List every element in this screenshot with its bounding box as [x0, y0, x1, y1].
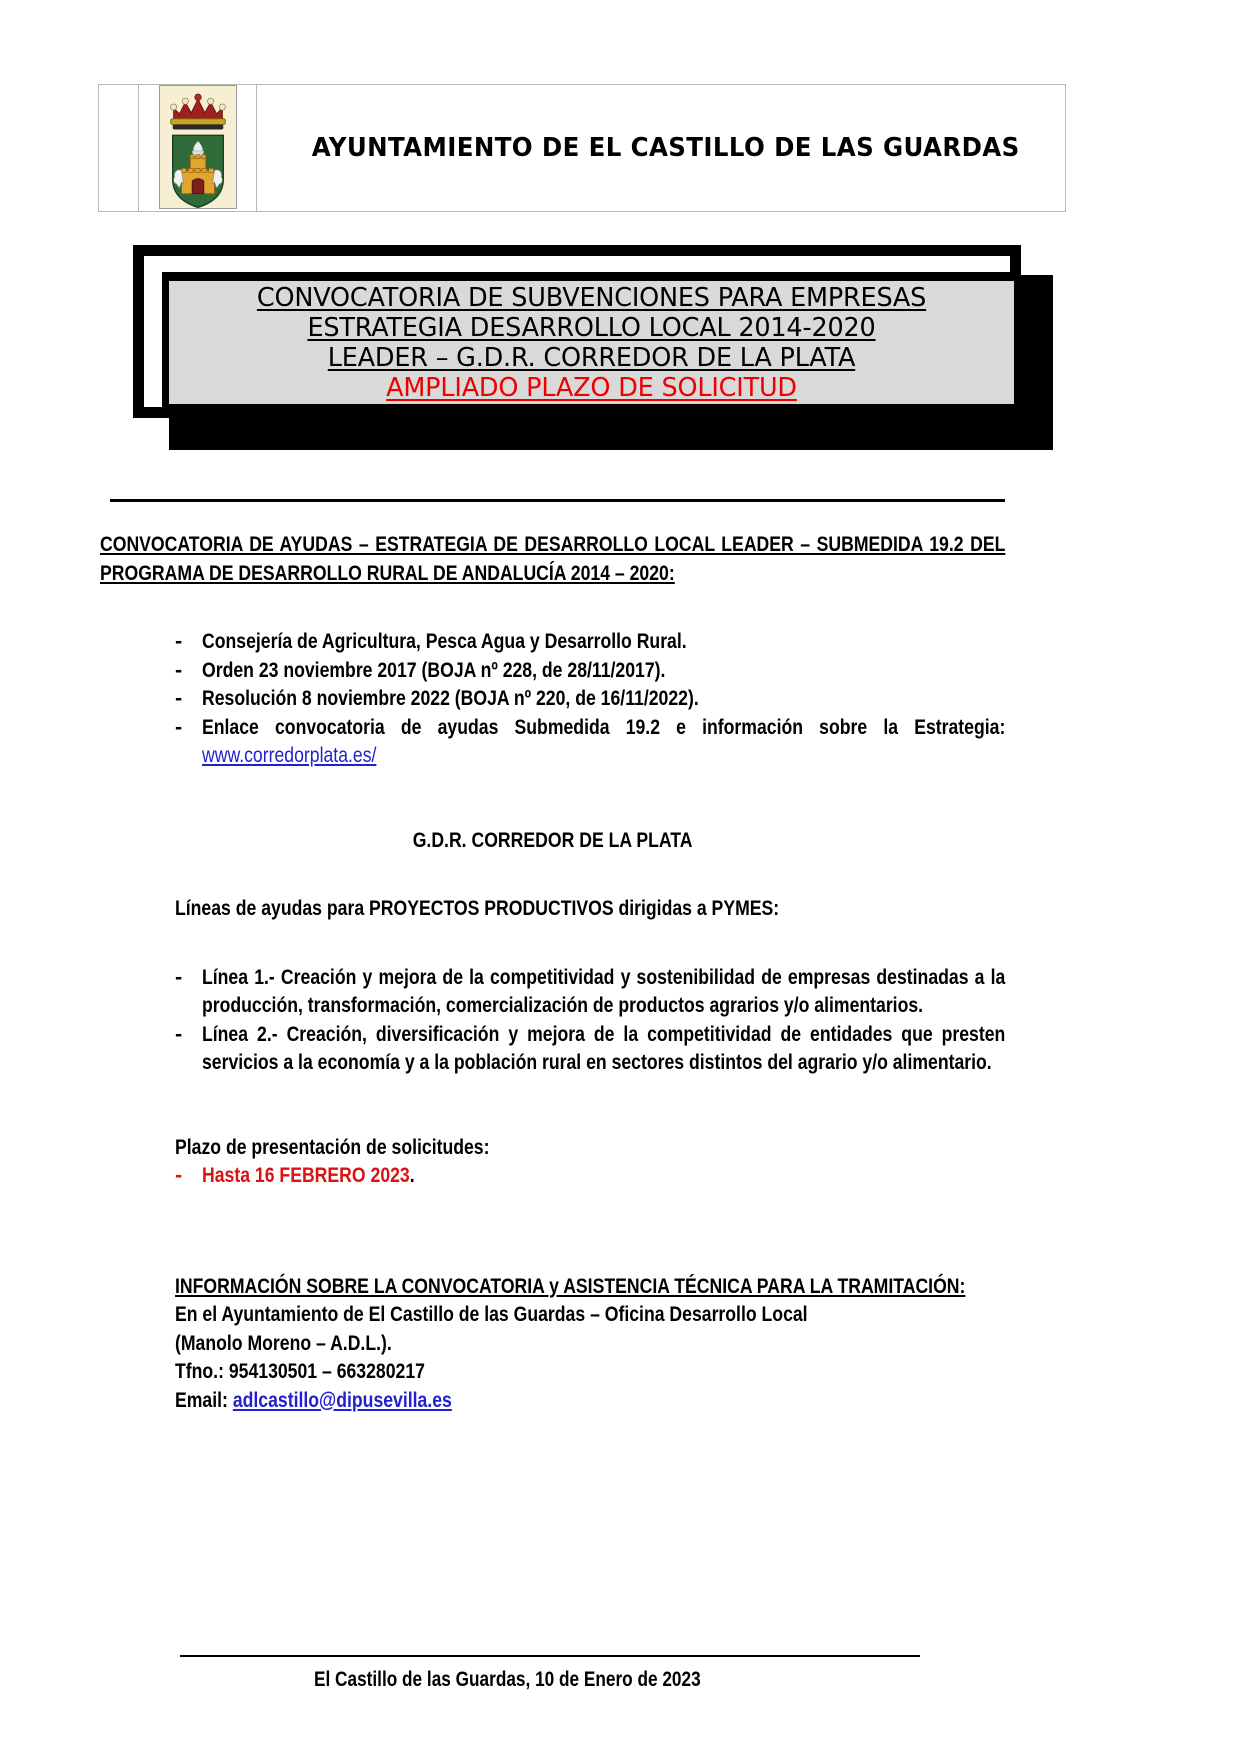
section1-heading — [100, 530, 1005, 587]
contact-email — [175, 1386, 1005, 1415]
plazo-period: . — [409, 1163, 415, 1187]
spacer — [100, 923, 1005, 963]
coat-of-arms-icon — [159, 85, 237, 209]
email-label: Email: — [175, 1387, 228, 1412]
spacer — [100, 1190, 1005, 1246]
plazo-title-text: Plazo de presentación de solicitudes: — [175, 1134, 490, 1159]
banner-line-1: CONVOCATORIA DE SUBVENCIONES PARA EMPRESAS — [256, 282, 927, 313]
horizontal-divider — [110, 499, 1005, 502]
banner-line-2: ESTRATEGIA DESARROLLO LOCAL 2014-2020 — [307, 312, 876, 343]
banner-line-4-highlight: AMPLIADO PLAZO DE SOLICITUD — [386, 372, 797, 403]
header-left-spacer-cell — [99, 85, 139, 211]
banner-outer-frame — [133, 245, 1021, 418]
contact-line-1-text: En el Ayuntamiento de El Castillo de las Guardas – Oficina Desarrollo Local — [175, 1302, 808, 1326]
section1-list — [100, 627, 1005, 770]
document-footer — [180, 1655, 920, 1692]
email-link[interactable]: adlcastillo@dipusevilla.es — [232, 1387, 452, 1412]
spacer — [100, 1246, 1005, 1272]
plazo-list — [100, 1161, 1005, 1190]
footer-text: El Castillo de las Guardas, 10 de Enero de 2023 — [314, 1668, 701, 1691]
plazo-deadline: Hasta 16 FEBRERO 2023 — [202, 1163, 410, 1187]
spacer — [100, 770, 1005, 826]
contact-phone-text: Tfno.: 954130501 – 663280217 — [175, 1359, 425, 1383]
banner-inner-frame — [162, 272, 1014, 413]
contact-phone — [175, 1357, 1005, 1386]
list-item-label: - Línea 2.- Creación, diversificación y mejora de la competitividad de entidades que presten servicios a la economía y a la población rural en sectores distintos del agrario y/o alimentario. — [202, 1021, 1006, 1074]
list-item-label: - Orden 23 noviembre 2017 (BOJA nº 228, de 28/11/2017). — [202, 657, 666, 682]
section1-heading-text: CONVOCATORIA DE AYUDAS – ESTRATEGIA DE DESARROLLO LOCAL LEADER – SUBMEDIDA 19.2 DEL PROGRAMA DE DESARROLLO RURAL DE ANDALUCÍA 2014 – 2020: — [100, 532, 1006, 585]
list-item — [100, 1020, 1005, 1077]
lineas-title — [100, 894, 1005, 923]
plazo-item — [202, 1161, 1005, 1190]
spacer — [100, 1077, 1005, 1133]
list-item-label: Enlace convocatoria de ayudas Submedida 19.2 e información sobre la Estrategia: — [202, 714, 1006, 739]
page-title: AYUNTAMIENTO DE EL CASTILLO DE LAS GUARDAS — [312, 133, 1020, 163]
list-item — [100, 963, 1005, 1020]
plazo-title — [100, 1133, 1005, 1162]
list-item — [100, 1161, 1005, 1190]
gdr-title-text: G.D.R. CORREDOR DE LA PLATA — [412, 827, 693, 852]
corredorplata-link[interactable]: www.corredorplata.es/ — [202, 743, 377, 767]
spacer — [100, 587, 1005, 627]
spacer — [100, 854, 1005, 894]
list-item — [100, 684, 1005, 713]
contact-block — [100, 1300, 1005, 1414]
banner-line-3: LEADER – G.D.R. CORREDOR DE LA PLATA — [327, 342, 856, 373]
list-item-label: - Línea 1.- Creación y mejora de la competitividad y sostenibilidad de empresas destinadas a la producción, transformación, comercialización de productos agrarios y/o alimentarios. — [202, 964, 1006, 1017]
header-title-cell — [257, 85, 1065, 211]
contact-line-1 — [175, 1300, 1005, 1329]
lineas-list — [100, 963, 1005, 1077]
list-item — [100, 627, 1005, 656]
announcement-banner — [133, 245, 1023, 420]
list-item-link-wrapper — [202, 713, 1005, 770]
section4-heading-text: INFORMACIÓN SOBRE LA CONVOCATORIA y ASISTENCIA TÉCNICA PARA LA TRAMITACIÓN: — [175, 1273, 966, 1298]
lineas-title-text: Líneas de ayudas para PROYECTOS PRODUCTIVOS dirigidas a PYMES: — [175, 896, 780, 920]
contact-line-2 — [175, 1329, 1005, 1358]
list-item-with-link — [100, 713, 1005, 770]
document-header — [98, 84, 1066, 212]
list-item-label: - Resolución 8 noviembre 2022 (BOJA nº 220, de 16/11/2022). — [202, 686, 699, 710]
list-item — [100, 656, 1005, 685]
contact-line-2-text: (Manolo Moreno – A.D.L.). — [175, 1330, 392, 1355]
section4-heading — [100, 1272, 1005, 1301]
document-body — [100, 530, 1005, 1414]
list-item-label: - Consejería de Agricultura, Pesca Agua y Desarrollo Rural. — [202, 629, 687, 653]
contact-email-wrapper — [175, 1386, 452, 1415]
crest-cell — [139, 85, 257, 211]
gdr-title — [100, 826, 1005, 855]
